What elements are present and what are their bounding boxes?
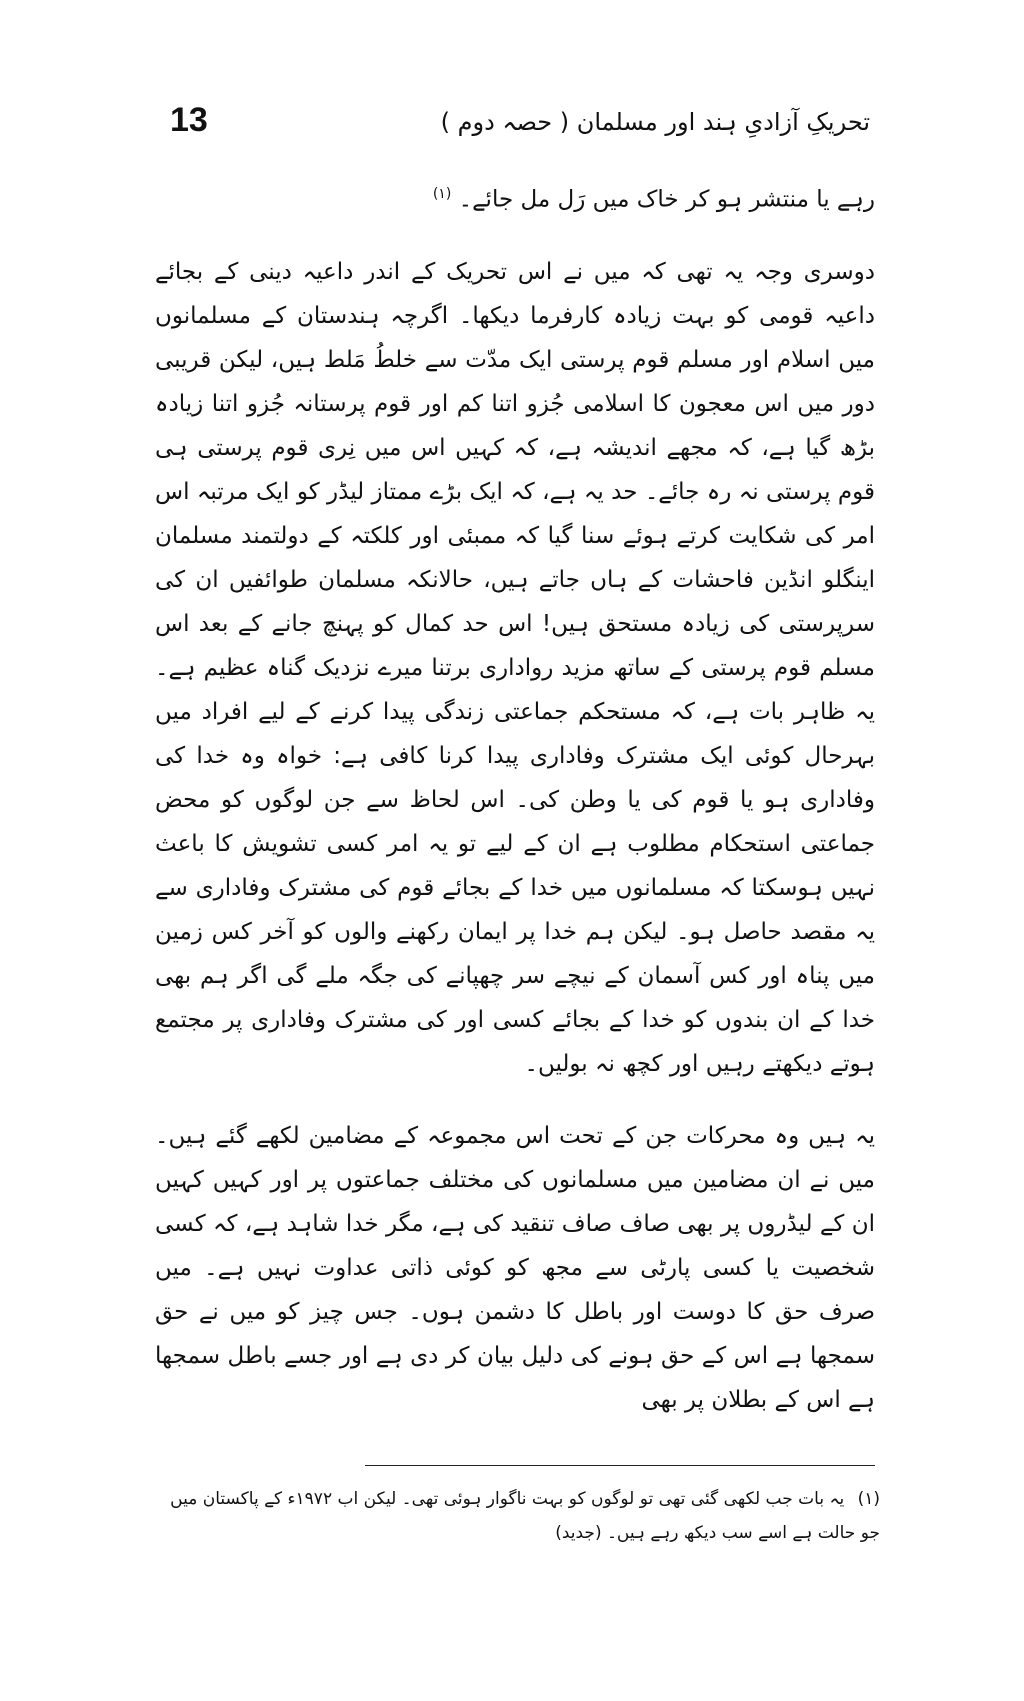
running-title: تحریکِ آزادیِ ہند اور مسلمان ( حصہ دوم ) [440, 108, 870, 136]
paragraph-second-reason: دوسری وجہ یہ تھی کہ میں نے اس تحریک کے اندر داعیہ دینی کے بجائے داعیہ قومی کو بہت زیادہ کارفرما دیکھا۔ اگرچہ ہندستان کے مسلمانوں میں اسلام اور مسلم قوم پرستی ایک مدّت سے خلطُ مَلط ہیں، لیکن قریبی دور میں اس معجون کا اسلامی جُزو اتنا کم اور قوم پرستانہ جُزو اتنا زیادہ بڑھ گیا ہے، کہ مجھے اندیشہ ہے، کہ کہیں اس میں نِری قوم پرستی ہی قوم پرستی نہ رہ جائے۔ حد یہ ہے، کہ ایک بڑے ممتاز لیڈر کو ایک مرتبہ اس امر کی شکایت کرتے ہوئے سنا گیا کہ ممبئی اور کلکتہ کے دولتمند مسلمان اینگلو انڈین فاحشات کے ہاں جاتے ہیں، حالانکہ مسلمان طوائفیں ان کی سرپرستی کی زیادہ مستحق ہیں! اس حد کمال کو پہنچ جانے کے بعد اس مسلم قوم پرستی کے ساتھ مزید رواداری برتنا میرے نزدیک گناہ عظیم ہے۔ یہ ظاہر بات ہے، کہ مستحکم جماعتی زندگی پیدا کرنے کے لیے افراد میں بہرحال کوئی ایک مشترک وفاداری پیدا کرنا کافی ہے: خواہ وہ خدا کی وفاداری ہو یا قوم کی یا وطن کی۔ اس لحاظ سے جن لوگوں کو محض جماعتی استحکام مطلوب ہے ان کے لیے تو یہ امر کسی تشویش کا باعث نہیں ہوسکتا کہ مسلمانوں میں خدا کے بجائے قوم کی مشترک وفاداری سے یہ مقصد حاصل ہو۔ لیکن ہم خدا پر ایمان رکھنے والوں کو آخر کس زمین میں پناہ اور کس آسمان کے نیچے سر چھپانے کی جگہ ملے گی اگر ہم بھی خدا کے ان بندوں کو خدا کے بجائے کسی اور کی مشترک وفاداری پر مجتمع ہوتے دیکھتے رہیں اور کچھ نہ بولیں۔ [155, 258, 875, 1077]
footnote-reference: (١) [432, 186, 452, 202]
paragraph-motives: یہ ہیں وہ محرکات جن کے تحت اس مجموعہ کے مضامین لکھے گئے ہیں۔ میں نے ان مضامین میں مسلمانوں کی مختلف جماعتوں پر اور کہیں کہیں ان کے لیڈروں پر بھی صاف صاف تنقید کی ہے، مگر خدا شاہد ہے، کہ کسی شخصیت یا کسی پارٹی سے مجھ کو کوئی ذاتی عداوت نہیں ہے۔ میں صرف حق کا دوست اور باطل کا دشمن ہوں۔ جس چیز کو میں نے حق سمجھا ہے اس کے حق ہونے کی دلیل بیان کر دی ہے اور جسے باطل سمجھا ہے اس کے بطلان پر بھی [155, 1122, 875, 1413]
paragraph-continuation [155, 172, 875, 222]
page-header [170, 100, 870, 150]
footnote-divider [365, 1465, 875, 1466]
body-text [155, 172, 875, 1422]
paragraph-text: رہے یا منتشر ہو کر خاک میں رَل مل جائے۔ [458, 186, 875, 213]
page-number: 13 [170, 101, 208, 139]
footnote-text: یہ بات جب لکھی گئی تھی تو لوگوں کو بہت ناگوار ہوئی تھی۔ لیکن اب ۱۹۷۲ء کے پاکستان میں جو حالت ہے اسے سب دیکھ رہے ہیں۔ (جدید) [170, 1489, 880, 1543]
footnote [160, 1482, 880, 1550]
footnote-mark: (١) [857, 1489, 880, 1509]
